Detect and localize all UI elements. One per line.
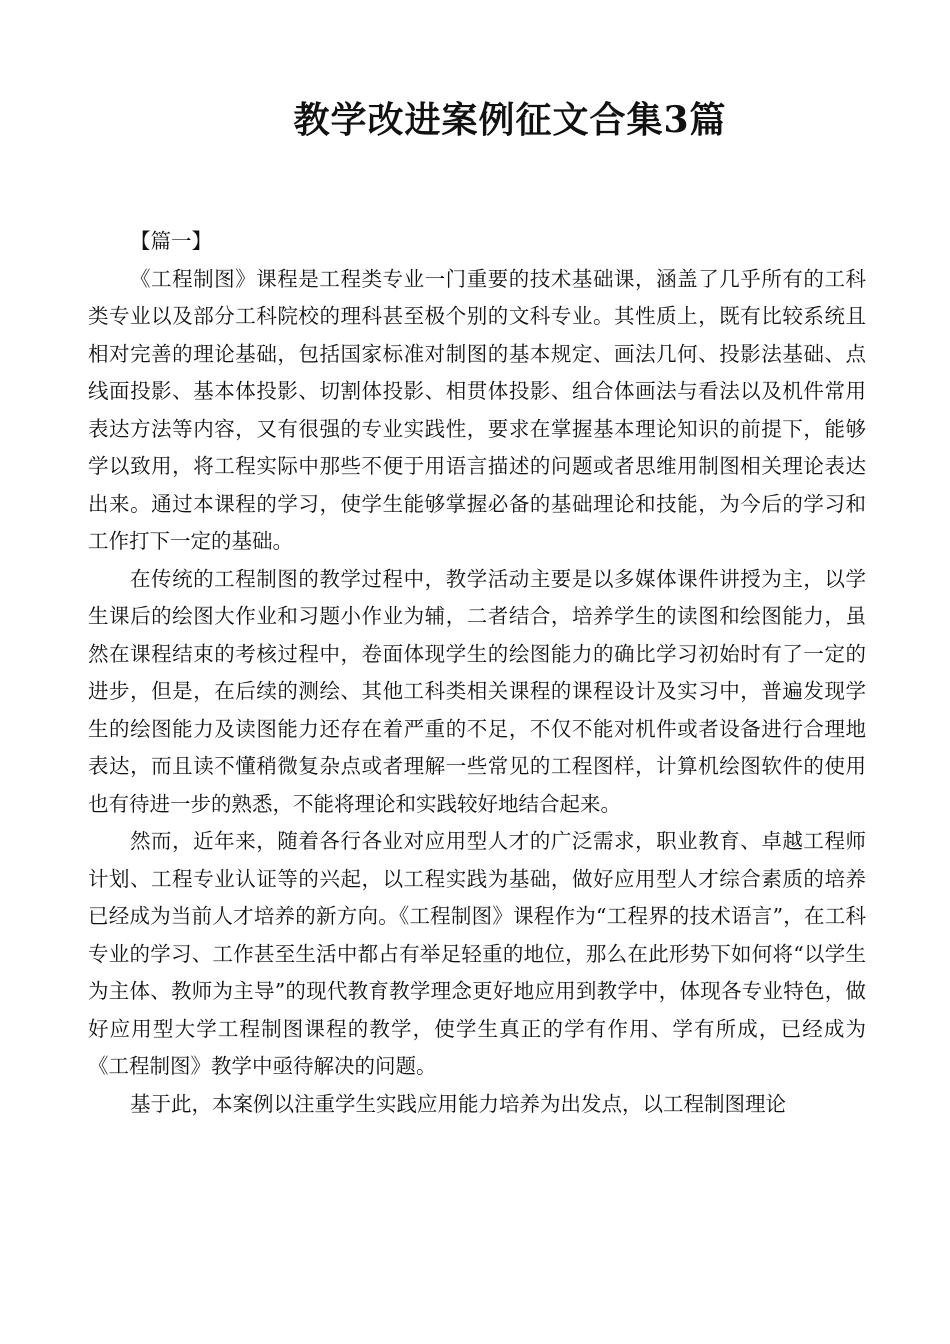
section-label: 【篇一】: [130, 229, 212, 253]
paragraph-3: 然而，近年来，随着各行各业对应用型人才的广泛需求，职业教育、卓越工程师计划、工程专业认证等的兴起，以工程实践为基础，做好应用型人才综合素质的培养已经成为当前人才培养的新方向。《工程制图》课程作为“工程界的技术语言”，在工科专业的学习、工作甚至生活中都占有举足轻重的地位，那么在此形势下如何将“以学生为主体、教师为主导”的现代教育教学理念更好地应用到教学中，体现各专业特色，做好应用型大学工程制图课程的教学，使学生真正的学有作用、学有所成，已经成为《工程制图》教学中亟待解决的问题。: [88, 829, 866, 1078]
paragraph-2: 在传统的工程制图的教学过程中，教学活动主要是以多媒体课件讲授为主，以学生课后的绘图大作业和习题小作业为辅，二者结合，培养学生的读图和绘图能力，虽然在课程结束的考核过程中，卷面体现学生的绘图能力的确比学习初始时有了一定的进步，但是，在后续的测绘、其他工科类相关课程的课程设计及实习中，普遍发现学生的绘图能力及读图能力还存在着严重的不足，不仅不能对机件或者设备进行合理地表达，而且读不懂稍微复杂点或者理解一些常见的工程图样，计算机绘图软件的使用也有待进一步的熟悉，不能将理论和实践较好地结合起来。: [88, 566, 866, 816]
paragraph-4: 基于此，本案例以注重学生实践应用能力培养为出发点，以工程制图理论: [130, 1091, 786, 1116]
paragraph-1: 《工程制图》课程是工程类专业一门重要的技术基础课，涵盖了几乎所有的工科类专业以及部分工科院校的理科甚至极个别的文科专业。其性质上，既有比较系统且相对完善的理论基础，包括国家标准对制图的基本规定、画法几何、投影法基础、点线面投影、基本体投影、切割体投影、相贯体投影、组合体画法与看法以及机件常用表达方法等内容，又有很强的专业实践性，要求在掌握基本理论知识的前提下，能够学以致用，将工程实际中那些不便于用语言描述的问题或者思维用制图相关理论表达出来。通过本课程的学习，使学生能够掌握必备的基础理论和技能，为今后的学习和工作打下一定的基础。: [88, 266, 866, 553]
document-body: [88, 223, 866, 1123]
document-title: 教学改进案例征文合集3篇: [293, 99, 727, 141]
